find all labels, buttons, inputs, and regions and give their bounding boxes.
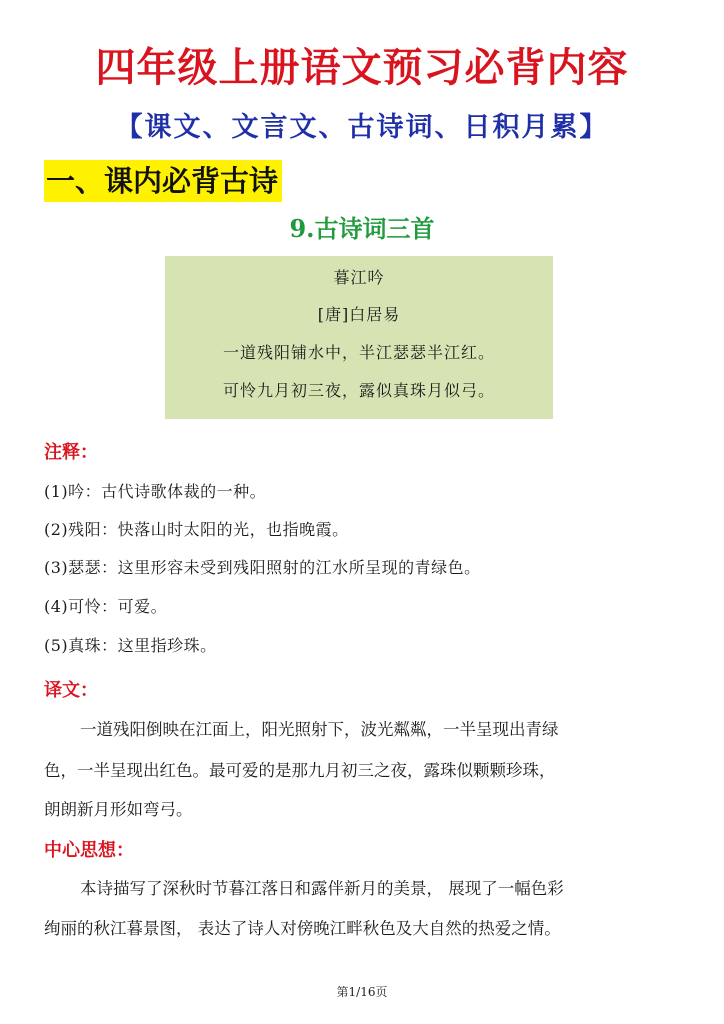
note-item: (4)可怜：可爱。 [44, 597, 168, 616]
poem-box [165, 256, 553, 419]
theme-line: 绚丽的秋江暮景图， 表达了诗人对傍晚江畔秋色及大自然的热爱之情。 [44, 919, 561, 938]
theme-label: 中心思想： [44, 840, 134, 861]
poem-author: [唐]白居易 [317, 305, 401, 324]
note-item: (2)残阳：快落山时太阳的光，也指晚霞。 [44, 520, 349, 539]
note-item: (3)瑟瑟：这里形容未受到残阳照射的江水所呈现的青绿色。 [44, 558, 481, 577]
lesson-title: 9.古诗词三首 [289, 214, 435, 243]
section-heading: 一、课内必背古诗 [44, 160, 282, 202]
note-item: (5)真珠：这里指珍珠。 [44, 636, 217, 655]
translation-line: 色，一半呈现出红色。最可爱的是那九月初三之夜，露珠似颗颗珍珠， [44, 761, 556, 780]
translation-label: 译文： [44, 680, 98, 701]
translation-line: 一道残阳倒映在江面上，阳光照射下，波光粼粼，一半呈现出青绿 [80, 720, 559, 739]
page-subtitle: 【课文、文言文、古诗词、日积月累】 [115, 112, 609, 143]
poem-title: 暮江吟 [333, 268, 385, 287]
poem-line: 可怜九月初三夜，露似真珠月似弓。 [222, 381, 495, 400]
poem-line: 一道残阳铺水中，半江瑟瑟半江红。 [222, 343, 495, 362]
theme-line: 本诗描写了深秋时节暮江落日和露伴新月的美景， 展现了一幅色彩 [80, 879, 564, 898]
note-item: (1)吟：古代诗歌体裁的一种。 [44, 482, 267, 501]
translation-line: 朗朗新月形如弯弓。 [44, 800, 193, 819]
notes-label: 注释： [44, 442, 98, 463]
page-title: 四年级上册语文预习必背内容 [95, 45, 629, 91]
page-number: 第1/16页 [336, 985, 388, 999]
